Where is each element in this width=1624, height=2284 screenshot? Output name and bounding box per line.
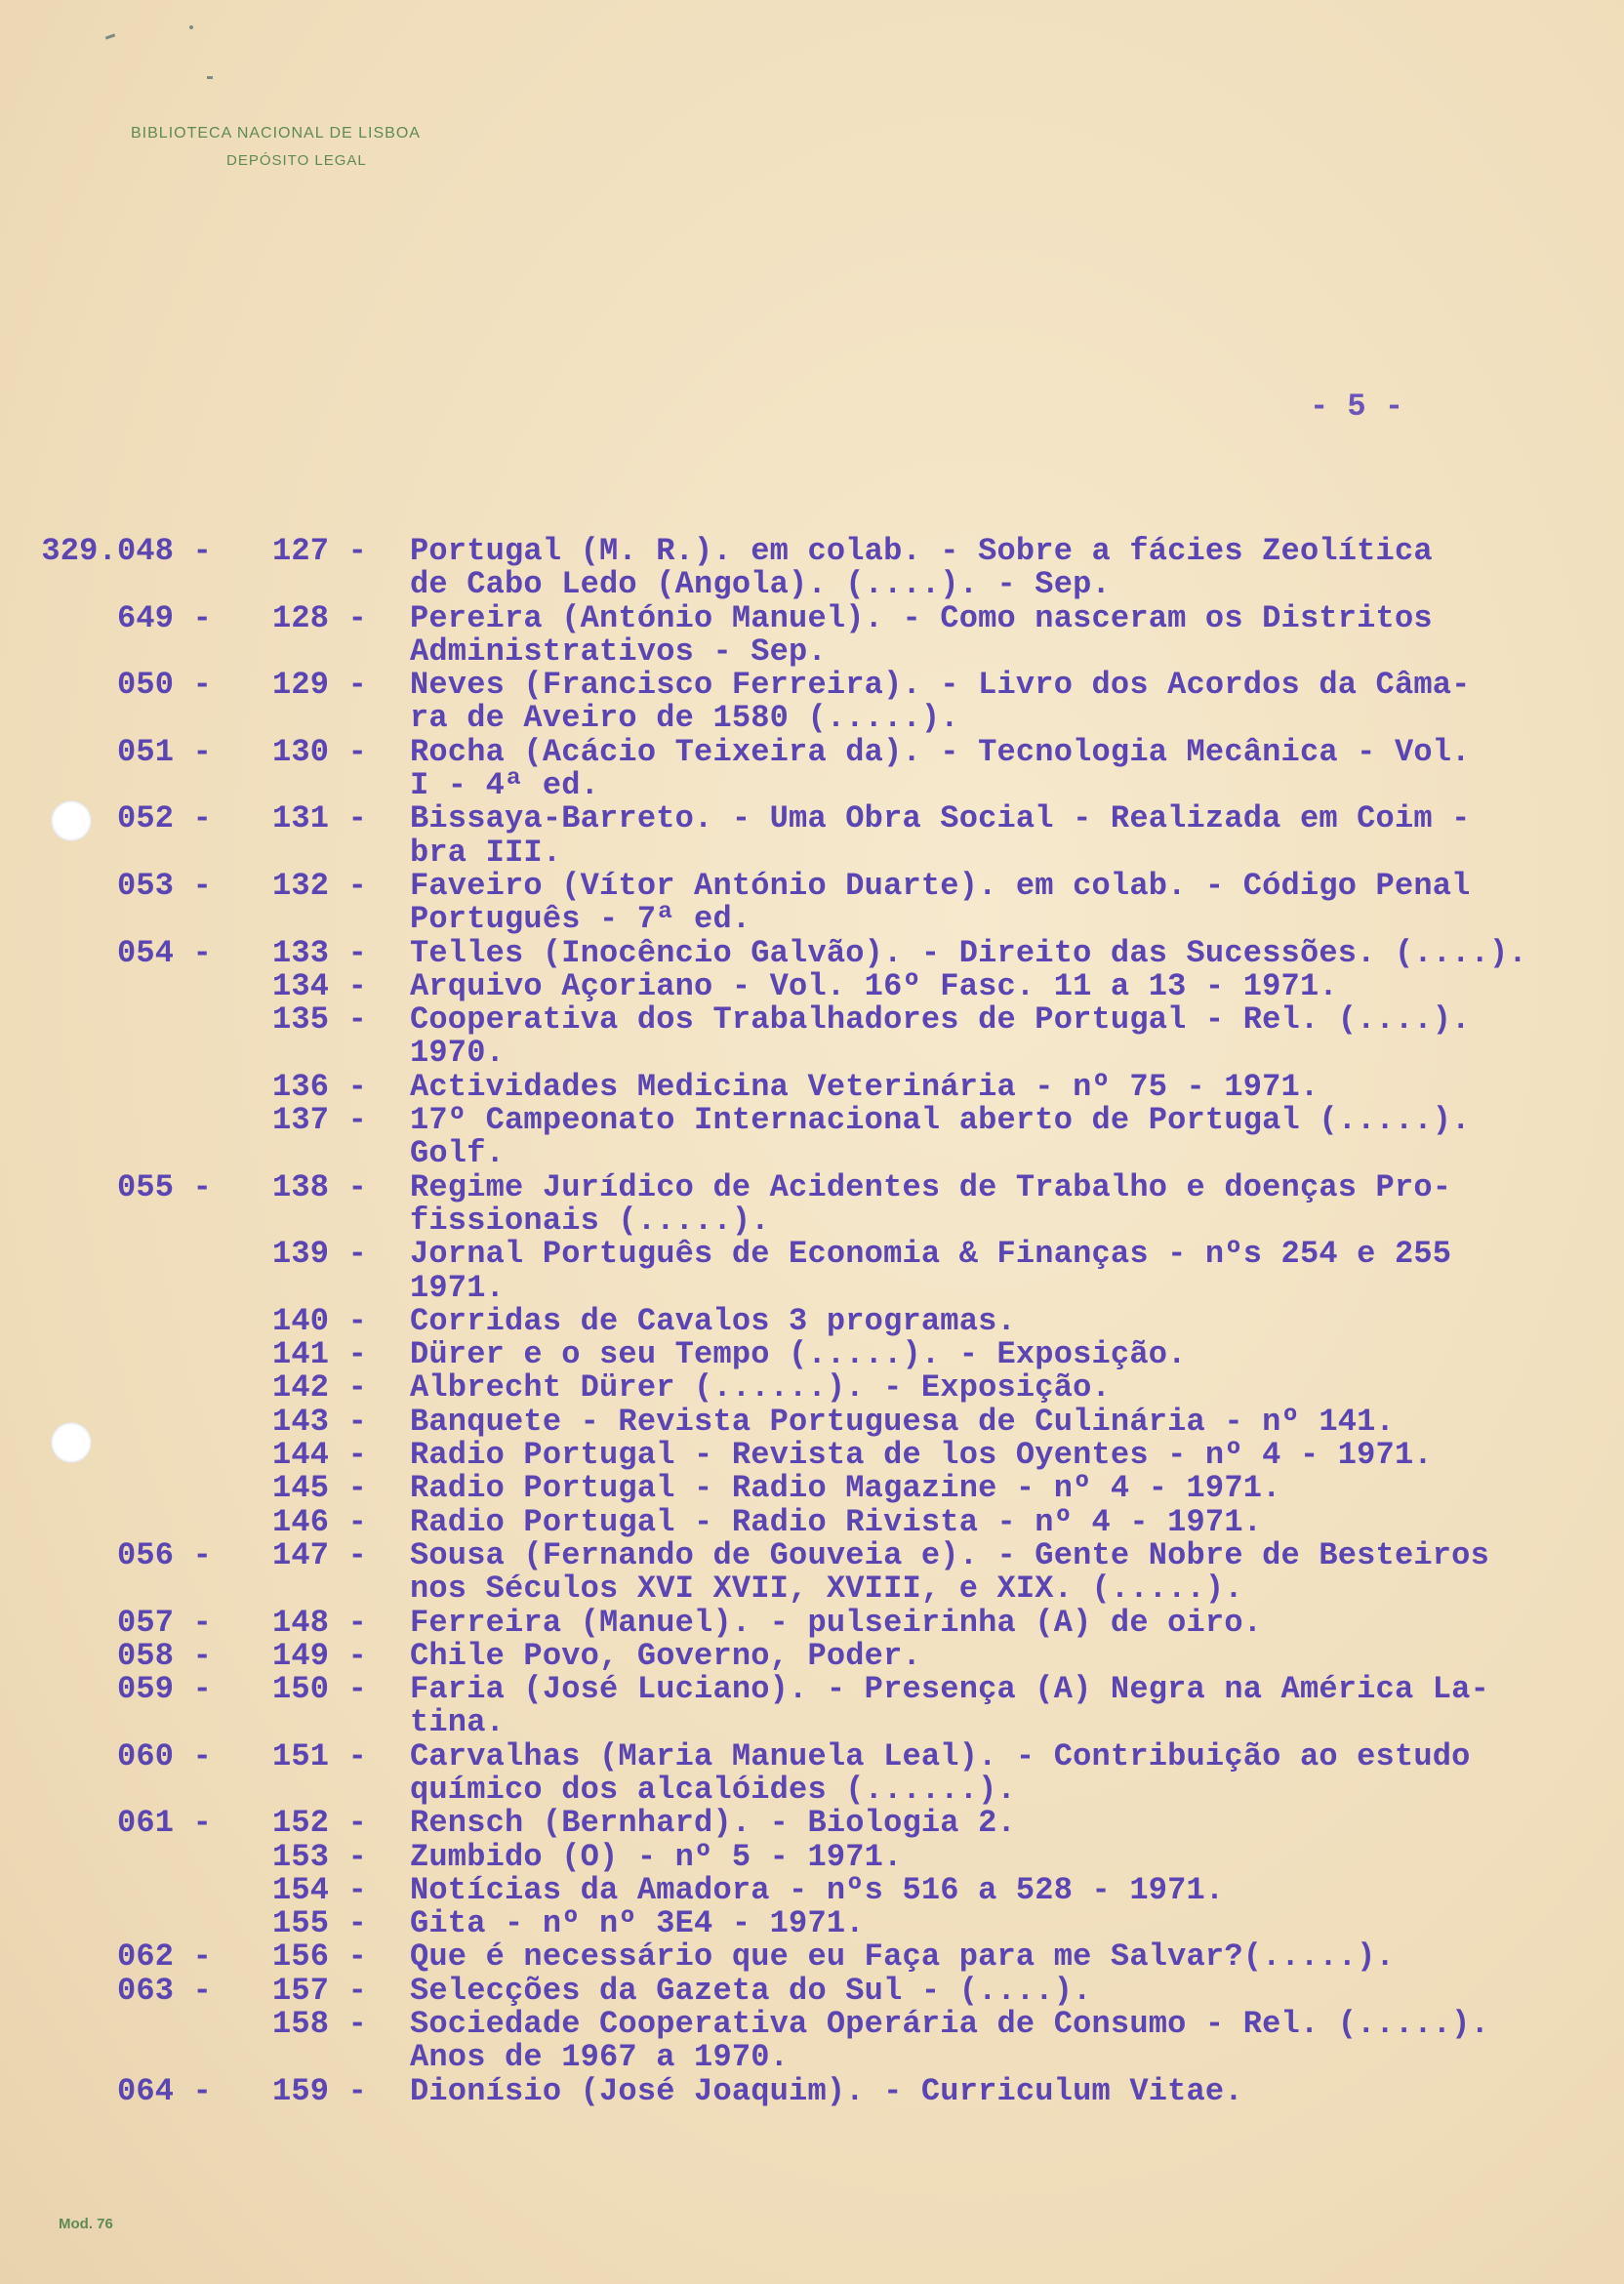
entry-number: 158 - bbox=[272, 2006, 368, 2043]
classification-number: 064 - bbox=[116, 2072, 212, 2109]
entry-line: Radio Portugal - Revista de los Oyentes - nº 4 - 1971. bbox=[410, 1437, 1433, 1474]
classification-number: 062 - bbox=[116, 1938, 212, 1976]
entry-description bbox=[410, 1737, 1562, 1808]
entry-description bbox=[410, 1104, 1562, 1171]
classification-number: 057 - bbox=[116, 1604, 212, 1641]
entry-line: bra III. bbox=[410, 834, 562, 871]
entry-number: 152 - bbox=[272, 1805, 368, 1842]
entry-description bbox=[410, 1972, 1562, 2009]
entry-description bbox=[410, 1637, 1562, 1674]
catalog-entry bbox=[0, 1168, 1562, 1239]
paper-speck bbox=[105, 33, 115, 39]
catalog-entry bbox=[0, 1536, 1562, 1608]
classification-number: 058 - bbox=[116, 1637, 212, 1674]
catalog-entry bbox=[0, 1637, 1562, 1674]
entry-line: 1970. bbox=[410, 1035, 506, 1072]
catalog-entry bbox=[0, 1371, 1562, 1405]
letterhead-department: DEPÓSITO LEGAL bbox=[226, 152, 367, 169]
entry-description bbox=[410, 1673, 1562, 1740]
deposit-listing bbox=[0, 535, 1562, 2108]
entry-line: Neves (Francisco Ferreira). - Livro dos Acordos da Câma- bbox=[410, 667, 1471, 704]
entry-line: Dürer e o seu Tempo (.....). - Exposição. bbox=[410, 1336, 1187, 1373]
entry-description bbox=[410, 802, 1562, 870]
catalog-entry bbox=[0, 2008, 1562, 2075]
entry-description bbox=[410, 867, 1562, 938]
catalog-entry bbox=[0, 733, 1562, 804]
entry-line: 1971. bbox=[410, 1269, 506, 1306]
entry-description bbox=[410, 934, 1562, 971]
entry-line: Faria (José Luciano). - Presença (A) Negra na América La- bbox=[410, 1671, 1489, 1708]
catalog-entry bbox=[0, 1104, 1562, 1171]
entry-number: 154 - bbox=[272, 1871, 368, 1908]
catalog-entry bbox=[0, 2072, 1562, 2109]
entry-number: 127 - bbox=[272, 533, 368, 569]
classification-number: 649 - bbox=[116, 599, 212, 636]
classification-number: 054 - bbox=[116, 934, 212, 971]
catalog-entry bbox=[0, 1940, 1562, 1974]
catalog-entry bbox=[0, 967, 1562, 1004]
catalog-entry bbox=[0, 1972, 1562, 2009]
paper-speck bbox=[207, 76, 213, 79]
entry-description bbox=[410, 1871, 1562, 1908]
entry-number: 134 - bbox=[272, 967, 368, 1004]
classification-number: 052 - bbox=[116, 800, 212, 837]
entry-line: Arquivo Açoriano - Vol. 16º Fasc. 11 a 13 - 1971. bbox=[410, 967, 1338, 1004]
entry-number: 155 - bbox=[272, 1905, 368, 1942]
entry-number: 151 - bbox=[272, 1737, 368, 1774]
entry-line: Radio Portugal - Radio Magazine - nº 4 - 1971. bbox=[410, 1470, 1281, 1507]
classification-number: 055 - bbox=[116, 1168, 212, 1205]
catalog-entry bbox=[0, 1907, 1562, 1940]
page-number: - 5 - bbox=[1310, 388, 1404, 425]
classification-number: 060 - bbox=[116, 1737, 212, 1774]
entry-number: 141 - bbox=[272, 1336, 368, 1373]
entry-number: 131 - bbox=[272, 800, 368, 837]
entry-line: Ferreira (Manuel). - pulseirinha (A) de oiro. bbox=[410, 1604, 1263, 1641]
entry-line: Pereira (António Manuel). - Como nasceram os Distritos bbox=[410, 599, 1433, 636]
paper-speck bbox=[189, 25, 193, 29]
entry-description bbox=[410, 1003, 1562, 1071]
entry-line: Faveiro (Vítor António Duarte). em colab. - Código Penal bbox=[410, 867, 1471, 904]
catalog-entry bbox=[0, 1472, 1562, 1505]
entry-number: 132 - bbox=[272, 867, 368, 904]
entry-number: 140 - bbox=[272, 1302, 368, 1339]
entry-number: 146 - bbox=[272, 1503, 368, 1540]
catalog-entry bbox=[0, 802, 1562, 870]
entry-line: Bissaya-Barreto. - Uma Obra Social - Realizada em Coim - bbox=[410, 800, 1471, 837]
entry-line: Zumbido (O) - nº 5 - 1971. bbox=[410, 1838, 903, 1875]
entry-line: Corridas de Cavalos 3 programas. bbox=[410, 1302, 1016, 1339]
entry-line: Sociedade Cooperativa Operária de Consumo - Rel. (.....). bbox=[410, 2006, 1489, 2043]
entry-line: I - 4ª ed. bbox=[410, 767, 600, 804]
entry-number: 159 - bbox=[272, 2072, 368, 2109]
entry-description bbox=[410, 1838, 1562, 1875]
entry-number: 149 - bbox=[272, 1637, 368, 1674]
entry-number: 135 - bbox=[272, 1001, 368, 1039]
entry-description bbox=[410, 1940, 1562, 1974]
entry-line: Regime Jurídico de Acidentes de Trabalho e doenças Pro- bbox=[410, 1168, 1452, 1205]
catalog-entry bbox=[0, 1871, 1562, 1908]
letterhead bbox=[131, 125, 421, 169]
entry-line: Radio Portugal - Radio Rivista - nº 4 - 1971. bbox=[410, 1503, 1263, 1540]
catalog-entry bbox=[0, 1338, 1562, 1371]
entry-line: Actividades Medicina Veterinária - nº 75 - 1971. bbox=[410, 1068, 1320, 1105]
entry-line: Golf. bbox=[410, 1135, 506, 1172]
entry-number: 143 - bbox=[272, 1403, 368, 1440]
catalog-entry bbox=[0, 1807, 1562, 1840]
entry-line: fissionais (.....). bbox=[410, 1202, 770, 1239]
catalog-entry bbox=[0, 934, 1562, 971]
entry-line: Anos de 1967 a 1970. bbox=[410, 2039, 790, 2076]
entry-description bbox=[410, 1238, 1562, 1305]
entry-number: 144 - bbox=[272, 1437, 368, 1474]
entry-description bbox=[410, 1536, 1562, 1608]
entry-line: Banquete - Revista Portuguesa de Culinária - nº 141. bbox=[410, 1403, 1395, 1440]
entry-number: 130 - bbox=[272, 733, 368, 770]
entry-line: Chile Povo, Governo, Poder. bbox=[410, 1637, 921, 1674]
classification-number: 056 - bbox=[116, 1536, 212, 1573]
entry-line: Administrativos - Sep. bbox=[410, 632, 827, 670]
entry-line: Que é necessário que eu Faça para me Salvar?(.....). bbox=[410, 1938, 1395, 1976]
entry-description bbox=[410, 1907, 1562, 1940]
entry-number: 150 - bbox=[272, 1671, 368, 1708]
catalog-entry bbox=[0, 1003, 1562, 1071]
entry-line: Rocha (Acácio Teixeira da). - Tecnologia Mecânica - Vol. bbox=[410, 733, 1471, 770]
entry-number: 147 - bbox=[272, 1536, 368, 1573]
catalog-entry bbox=[0, 1673, 1562, 1740]
catalog-entry bbox=[0, 669, 1562, 736]
entry-line: Jornal Português de Economia & Finanças - nºs 254 e 255 bbox=[410, 1236, 1452, 1273]
entry-line: Sousa (Fernando de Gouveia e). - Gente Nobre de Besteiros bbox=[410, 1536, 1489, 1573]
entry-line: ra de Aveiro de 1580 (.....). bbox=[410, 700, 959, 737]
entry-number: 153 - bbox=[272, 1838, 368, 1875]
entry-line: químico dos alcalóides (......). bbox=[410, 1771, 1016, 1808]
entry-description bbox=[410, 2008, 1562, 2075]
entry-description bbox=[410, 733, 1562, 804]
entry-line: tina. bbox=[410, 1704, 506, 1741]
catalog-entry bbox=[0, 1068, 1562, 1105]
entry-line: Telles (Inocêncio Galvão). - Direito das Sucessões. (....). bbox=[410, 934, 1527, 971]
entry-description bbox=[410, 669, 1562, 736]
entry-description bbox=[410, 1338, 1562, 1371]
form-label: Mod. 76 bbox=[59, 2216, 113, 2232]
entry-number: 136 - bbox=[272, 1068, 368, 1105]
entry-number: 145 - bbox=[272, 1470, 368, 1507]
entry-description bbox=[410, 1503, 1562, 1540]
entry-line: Albrecht Dürer (......). - Exposição. bbox=[410, 1369, 1111, 1407]
entry-number: 128 - bbox=[272, 599, 368, 636]
entry-description bbox=[410, 1371, 1562, 1405]
entry-line: de Cabo Ledo (Angola). (....). - Sep. bbox=[410, 566, 1111, 603]
entry-number: 129 - bbox=[272, 667, 368, 704]
entry-line: Carvalhas (Maria Manuela Leal). - Contribuição ao estudo bbox=[410, 1737, 1471, 1774]
classification-number: 053 - bbox=[116, 867, 212, 904]
entry-description bbox=[410, 2072, 1562, 2109]
entry-number: 138 - bbox=[272, 1168, 368, 1205]
entry-description bbox=[410, 1807, 1562, 1840]
entry-number: 156 - bbox=[272, 1938, 368, 1976]
entry-description bbox=[410, 1068, 1562, 1105]
entry-line: Portugal (M. R.). em colab. - Sobre a fácies Zeolítica bbox=[410, 533, 1433, 569]
classification-number: 329.048 - bbox=[41, 533, 212, 569]
catalog-entry bbox=[0, 535, 1562, 602]
entry-description bbox=[410, 1604, 1562, 1641]
entry-line: Gita - nº nº 3E4 - 1971. bbox=[410, 1905, 865, 1942]
classification-number: 061 - bbox=[116, 1805, 212, 1842]
entry-description bbox=[410, 1439, 1562, 1472]
catalog-entry bbox=[0, 1838, 1562, 1875]
entry-number: 137 - bbox=[272, 1102, 368, 1139]
catalog-entry bbox=[0, 867, 1562, 938]
entry-line: nos Séculos XVI XVII, XVIII, e XIX. (.....). bbox=[410, 1570, 1243, 1608]
entry-number: 157 - bbox=[272, 1972, 368, 2009]
entry-description bbox=[410, 1302, 1562, 1339]
catalog-entry bbox=[0, 1737, 1562, 1808]
entry-number: 139 - bbox=[272, 1236, 368, 1273]
classification-number: 059 - bbox=[116, 1671, 212, 1708]
entry-line: Notícias da Amadora - nºs 516 a 528 - 1971. bbox=[410, 1871, 1225, 1908]
classification-number: 051 - bbox=[116, 733, 212, 770]
entry-description bbox=[410, 1168, 1562, 1239]
entry-line: 17º Campeonato Internacional aberto de Portugal (.....). bbox=[410, 1102, 1471, 1139]
entry-line: Selecções da Gazeta do Sul - (....). bbox=[410, 1972, 1092, 2009]
entry-line: Rensch (Bernhard). - Biologia 2. bbox=[410, 1805, 1016, 1842]
classification-number: 063 - bbox=[116, 1972, 212, 2009]
entry-number: 142 - bbox=[272, 1369, 368, 1407]
classification-number: 050 - bbox=[116, 667, 212, 704]
entry-number: 133 - bbox=[272, 934, 368, 971]
entry-line: Português - 7ª ed. bbox=[410, 901, 751, 938]
entry-description bbox=[410, 599, 1562, 670]
catalog-entry bbox=[0, 1604, 1562, 1641]
entry-line: Dionísio (José Joaquim). - Curriculum Vitae. bbox=[410, 2072, 1243, 2109]
catalog-entry bbox=[0, 1503, 1562, 1540]
catalog-entry bbox=[0, 1403, 1562, 1440]
catalog-entry bbox=[0, 1439, 1562, 1472]
entry-line: Cooperativa dos Trabalhadores de Portugal - Rel. (....). bbox=[410, 1001, 1471, 1039]
entry-description bbox=[410, 967, 1562, 1004]
catalog-entry bbox=[0, 1302, 1562, 1339]
catalog-entry bbox=[0, 1238, 1562, 1305]
entry-description bbox=[410, 1403, 1562, 1440]
entry-number: 148 - bbox=[272, 1604, 368, 1641]
catalog-entry bbox=[0, 599, 1562, 670]
letterhead-institution: BIBLIOTECA NACIONAL DE LISBOA bbox=[131, 125, 421, 142]
entry-description bbox=[410, 1472, 1562, 1505]
entry-description bbox=[410, 535, 1562, 602]
